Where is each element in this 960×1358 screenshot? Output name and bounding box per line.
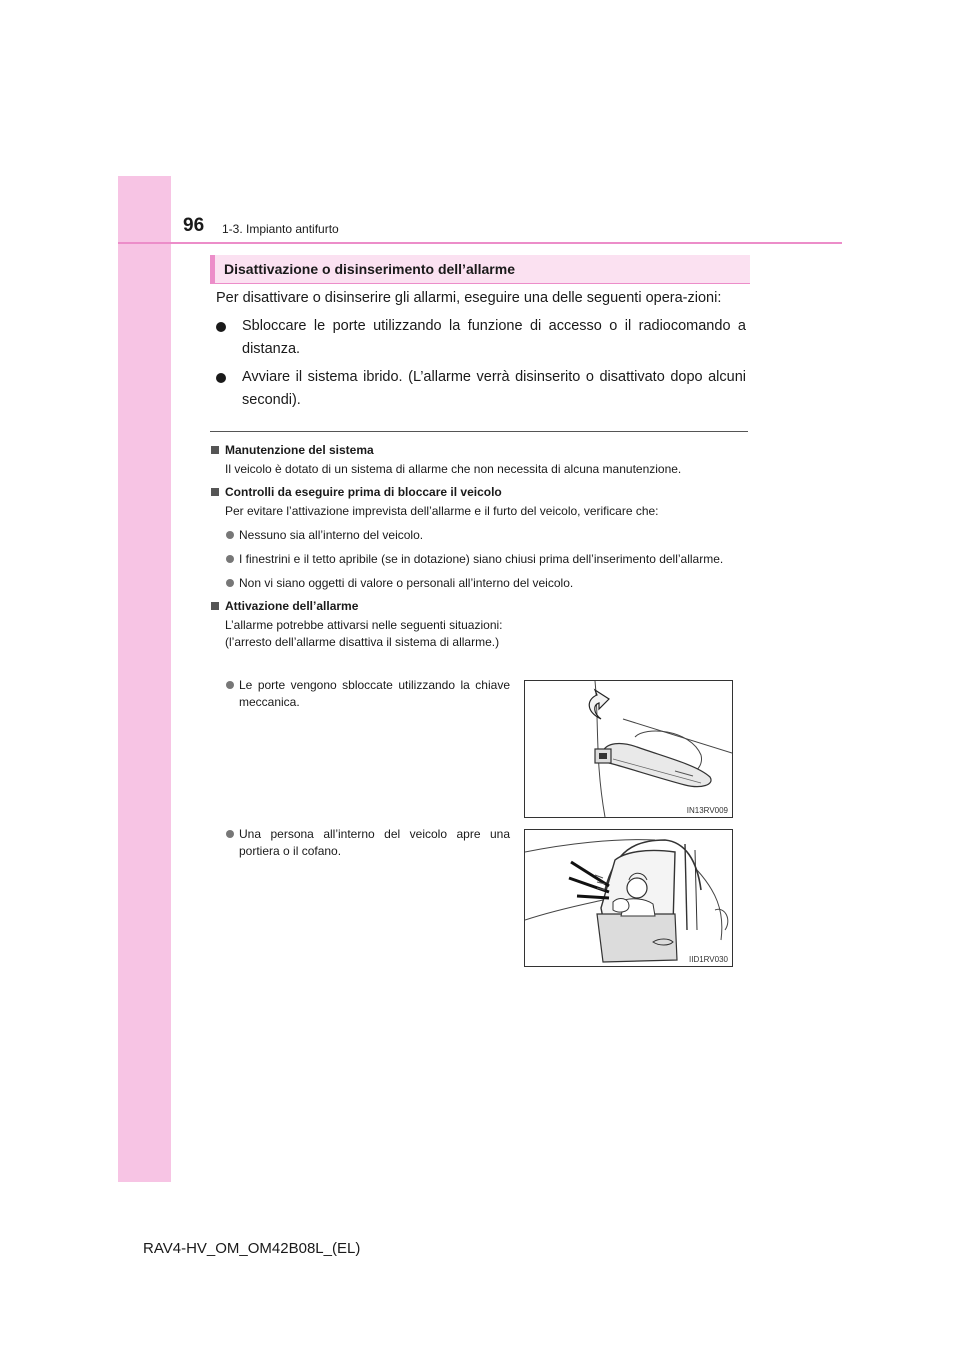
list-item: [210, 677, 510, 711]
header-rule: [118, 242, 842, 244]
footer-doc-code: RAV4-HV_OM_OM42B08L_(EL): [143, 1240, 361, 1257]
list-item: [216, 366, 746, 412]
bullet-icon: [226, 555, 234, 563]
section-heading-marker: [210, 255, 215, 283]
square-bullet-icon: [211, 446, 219, 454]
section-divider: [210, 431, 748, 432]
list-item-text: Non vi siano oggetti di valore o personali all’interno del veicolo.: [239, 576, 574, 590]
note-heading-text: Manutenzione del sistema: [225, 443, 374, 457]
note-body-line: L’allarme potrebbe attivarsi nelle seguenti situazioni:: [225, 618, 503, 632]
main-text: [216, 287, 746, 412]
figure-code: IN13RV009: [686, 806, 728, 815]
list-item-text: Una persona all’interno del veicolo apre una portiera o il cofano.: [239, 827, 510, 858]
list-item-text: I finestrini e il tetto apribile (se in dotazione) siano chiusi prima dell’inserimento dell’allarme.: [239, 552, 724, 566]
note-heading-text: Controlli da eseguire prima di bloccare il veicolo: [225, 485, 502, 499]
square-bullet-icon: [211, 488, 219, 496]
figure-code: IID1RV030: [689, 955, 728, 964]
bullet-icon: [226, 681, 234, 689]
note-heading-text: Attivazione dell’allarme: [225, 599, 359, 613]
note-body: Per evitare l’attivazione imprevista dell’allarme e il furto del veicolo, verificare che:: [225, 504, 659, 518]
door-handle-illustration: [525, 681, 732, 817]
note-heading: [210, 484, 750, 501]
note-heading: [210, 442, 750, 459]
list-item: [210, 826, 510, 860]
bullet-icon: [226, 579, 234, 587]
figure-person-opening-door: [524, 829, 733, 967]
side-color-strip: [118, 176, 171, 1182]
list-item-text: Le porte vengono sbloccate utilizzando la chiave meccanica.: [239, 678, 510, 709]
bullet-icon: [226, 830, 234, 838]
bullet-icon: [216, 322, 226, 332]
car-door-illustration: [525, 830, 732, 966]
note-heading: [210, 598, 750, 615]
list-item-text: Nessuno sia all’interno del veicolo.: [239, 528, 424, 542]
figure-door-handle-key: [524, 680, 733, 818]
list-item: [210, 575, 750, 592]
bullet-icon: [226, 531, 234, 539]
notes-block: [210, 442, 750, 651]
list-item: [216, 315, 746, 361]
note-body-line: (l’arresto dell’allarme disattiva il sistema di allarme.): [225, 635, 500, 649]
note-body: Il veicolo è dotato di un sistema di allarme che non necessita di alcuna manutenzione.: [225, 462, 682, 476]
list-item-text: Sbloccare le porte utilizzando la funzione di accesso o il radiocomando a distanza.: [242, 318, 746, 357]
section-title: Disattivazione o disinserimento dell’allarme: [224, 261, 515, 277]
note-body: [210, 617, 750, 651]
list-item: [210, 527, 750, 544]
intro-paragraph: Per disattivare o disinserire gli allarmi, eseguire una delle seguenti opera-zioni:: [216, 290, 722, 306]
page-number: 96: [183, 215, 205, 236]
bullet-icon: [216, 373, 226, 383]
list-item-text: Avviare il sistema ibrido. (L’allarme verrà disinserito o disattivato dopo alcuni secondi).: [242, 369, 746, 408]
running-head: 1-3. Impianto antifurto: [222, 222, 339, 236]
list-item: [210, 551, 750, 568]
square-bullet-icon: [211, 602, 219, 610]
section-heading: [210, 255, 750, 284]
